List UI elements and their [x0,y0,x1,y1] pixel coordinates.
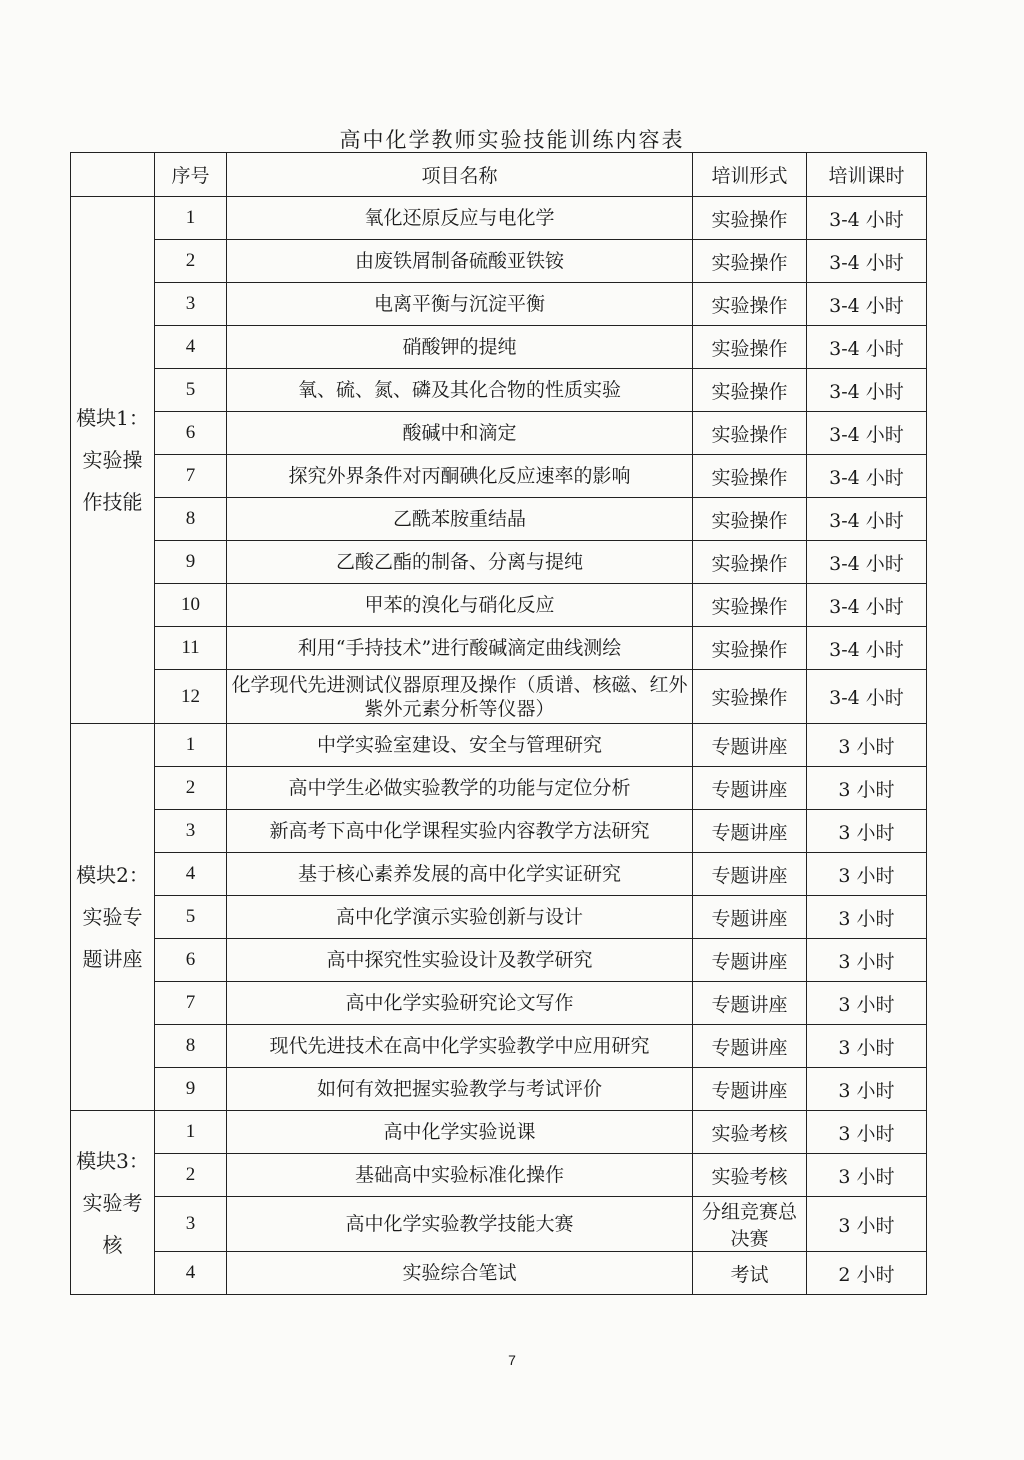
page-number: 7 [508,1352,516,1368]
training-format: 实验操作 [693,627,807,670]
training-format: 实验考核 [693,1111,807,1154]
module-label: 模块2：实验专题讲座 [71,724,155,1111]
training-format: 实验操作 [693,326,807,369]
training-format: 专题讲座 [693,810,807,853]
table-row [71,240,927,283]
project-name: 高中探究性实验设计及教学研究 [227,939,693,982]
header-module [71,153,155,197]
training-hours: 3-4 小时 [807,541,927,584]
row-index: 1 [155,1111,227,1154]
training-format: 专题讲座 [693,724,807,767]
table-row [71,1111,927,1154]
training-format: 实验操作 [693,670,807,724]
project-name: 高中化学实验研究论文写作 [227,982,693,1025]
training-format: 专题讲座 [693,1068,807,1111]
header-format: 培训形式 [693,153,807,197]
training-hours: 3 小时 [807,1111,927,1154]
training-format: 实验操作 [693,455,807,498]
training-hours: 3-4 小时 [807,627,927,670]
row-index: 6 [155,939,227,982]
row-index: 7 [155,455,227,498]
table-row [71,767,927,810]
project-name: 氧化还原反应与电化学 [227,197,693,240]
row-index: 11 [155,627,227,670]
table-row [71,1068,927,1111]
training-hours: 3-4 小时 [807,498,927,541]
table-row [71,1252,927,1295]
project-name: 硝酸钾的提纯 [227,326,693,369]
training-hours: 2 小时 [807,1252,927,1295]
training-format: 实验操作 [693,369,807,412]
training-hours: 3-4 小时 [807,455,927,498]
row-index: 1 [155,197,227,240]
training-hours: 3 小时 [807,724,927,767]
table-row [71,541,927,584]
training-format: 分组竞赛总决赛 [693,1197,807,1252]
training-hours: 3-4 小时 [807,197,927,240]
training-format: 专题讲座 [693,896,807,939]
training-table [70,152,927,1295]
project-name: 由废铁屑制备硫酸亚铁铵 [227,240,693,283]
training-format: 实验操作 [693,240,807,283]
training-format: 实验考核 [693,1154,807,1197]
header-name: 项目名称 [227,153,693,197]
table-row [71,412,927,455]
page-title: 高中化学教师实验技能训练内容表 [339,128,685,152]
table-row [71,627,927,670]
training-format: 实验操作 [693,541,807,584]
table-row [71,1025,927,1068]
training-hours: 3 小时 [807,1197,927,1252]
table-row [71,982,927,1025]
training-hours: 3-4 小时 [807,240,927,283]
row-index: 12 [155,670,227,724]
header-index: 序号 [155,153,227,197]
row-index: 2 [155,1154,227,1197]
project-name: 高中化学演示实验创新与设计 [227,896,693,939]
row-index: 8 [155,498,227,541]
training-format: 实验操作 [693,283,807,326]
table-row [71,197,927,240]
table-header-row [71,153,927,197]
training-hours: 3 小时 [807,853,927,896]
row-index: 4 [155,326,227,369]
table-row [71,896,927,939]
training-hours: 3-4 小时 [807,283,927,326]
training-hours: 3 小时 [807,767,927,810]
training-hours: 3-4 小时 [807,670,927,724]
row-index: 9 [155,541,227,584]
training-format: 实验操作 [693,412,807,455]
project-name: 基于核心素养发展的高中化学实证研究 [227,853,693,896]
project-name: 实验综合笔试 [227,1252,693,1295]
project-name: 新高考下高中化学课程实验内容教学方法研究 [227,810,693,853]
project-name: 高中化学实验教学技能大赛 [227,1197,693,1252]
project-name: 利用“手持技术”进行酸碱滴定曲线测绘 [227,627,693,670]
row-index: 2 [155,767,227,810]
project-name: 中学实验室建设、安全与管理研究 [227,724,693,767]
table-row [71,1197,927,1252]
project-name: 探究外界条件对丙酮碘化反应速率的影响 [227,455,693,498]
table-row [71,584,927,627]
row-index: 10 [155,584,227,627]
training-format: 专题讲座 [693,1025,807,1068]
project-name: 酸碱中和滴定 [227,412,693,455]
table-row [71,810,927,853]
training-format: 专题讲座 [693,939,807,982]
training-hours: 3 小时 [807,810,927,853]
row-index: 8 [155,1025,227,1068]
project-name: 乙酸乙酯的制备、分离与提纯 [227,541,693,584]
table-row [71,724,927,767]
project-name: 高中学生必做实验教学的功能与定位分析 [227,767,693,810]
training-hours: 3 小时 [807,896,927,939]
training-format: 实验操作 [693,584,807,627]
training-format: 实验操作 [693,197,807,240]
row-index: 3 [155,1197,227,1252]
row-index: 4 [155,1252,227,1295]
training-format: 考试 [693,1252,807,1295]
table-row [71,326,927,369]
row-index: 7 [155,982,227,1025]
row-index: 3 [155,810,227,853]
project-name: 化学现代先进测试仪器原理及操作（质谱、核磁、红外紫外元素分析等仪器） [227,670,693,724]
training-hours: 3 小时 [807,939,927,982]
training-format: 实验操作 [693,498,807,541]
project-name: 氧、硫、氮、磷及其化合物的性质实验 [227,369,693,412]
row-index: 5 [155,369,227,412]
table-row [71,670,927,724]
table-row [71,939,927,982]
table-row [71,1154,927,1197]
training-hours: 3 小时 [807,982,927,1025]
table-row [71,283,927,326]
project-name: 乙酰苯胺重结晶 [227,498,693,541]
training-hours: 3 小时 [807,1025,927,1068]
header-hours: 培训课时 [807,153,927,197]
row-index: 9 [155,1068,227,1111]
row-index: 6 [155,412,227,455]
training-format: 专题讲座 [693,853,807,896]
training-hours: 3-4 小时 [807,369,927,412]
training-hours: 3-4 小时 [807,326,927,369]
table-row [71,853,927,896]
project-name: 基础高中实验标准化操作 [227,1154,693,1197]
training-hours: 3-4 小时 [807,412,927,455]
training-hours: 3-4 小时 [807,584,927,627]
module-label: 模块1：实验操作技能 [71,197,155,724]
row-index: 3 [155,283,227,326]
project-name: 如何有效把握实验教学与考试评价 [227,1068,693,1111]
table-row [71,498,927,541]
row-index: 5 [155,896,227,939]
project-name: 现代先进技术在高中化学实验教学中应用研究 [227,1025,693,1068]
module-label: 模块3：实验考核 [71,1111,155,1295]
project-name: 高中化学实验说课 [227,1111,693,1154]
table-row [71,369,927,412]
row-index: 4 [155,853,227,896]
project-name: 甲苯的溴化与硝化反应 [227,584,693,627]
row-index: 2 [155,240,227,283]
training-format: 专题讲座 [693,767,807,810]
row-index: 1 [155,724,227,767]
training-hours: 3 小时 [807,1068,927,1111]
table-row [71,455,927,498]
training-format: 专题讲座 [693,982,807,1025]
training-hours: 3 小时 [807,1154,927,1197]
project-name: 电离平衡与沉淀平衡 [227,283,693,326]
